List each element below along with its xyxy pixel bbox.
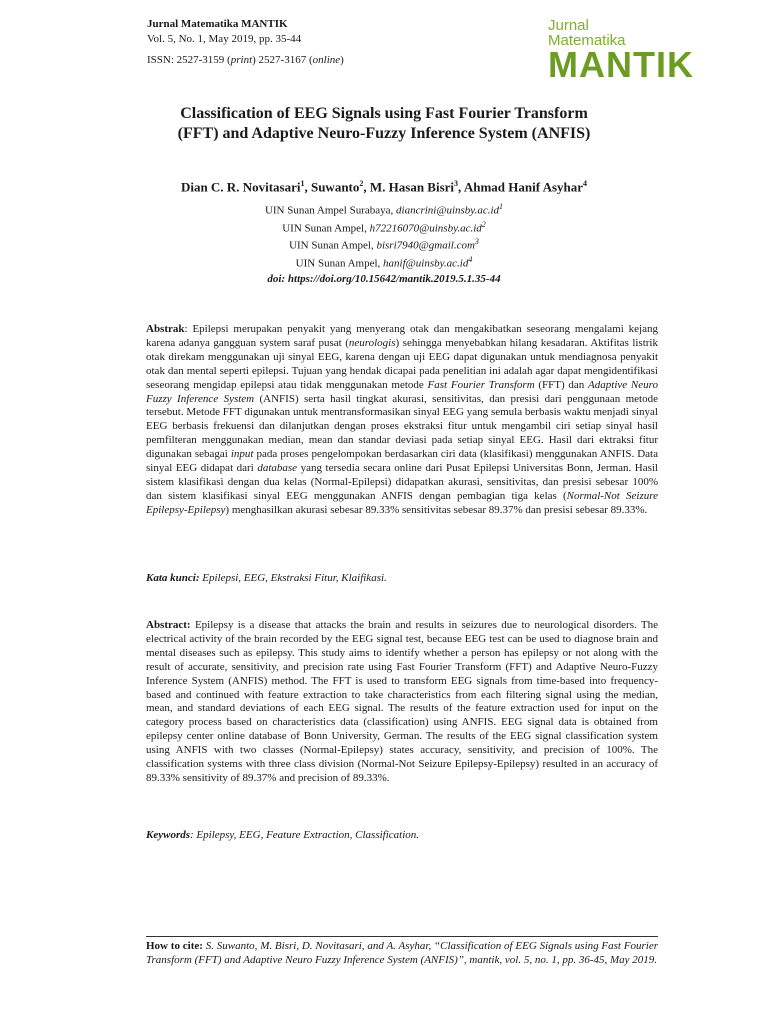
affiliation-org: UIN Sunan Ampel, <box>295 257 384 270</box>
abstrak-label: Abstrak <box>146 323 185 335</box>
abstrak-text: (ANFIS) serta hasil tingkat akurasi, sensitivitas, dan presisi dari penggunaan metode tersebut. Metode FFT digunakan untuk mentransformasikan sinyal EEG yang semula berbasis waktu menjadi sinyal EEG berbasis frekuensi dan dilanjutkan dengan proses ekstraksi fitur untuk mengambil ciri setiap sinyal hasil pemfilteran menggunakan median, mean dan standar deviasi pada setiap sinyal EEG. Hasil dari ektraksi fitur digunakan sebagai <box>146 392 658 461</box>
author-sup: 1 <box>300 179 305 188</box>
author-list: Dian C. R. Novitasari$^1$, Suwanto$^2$, M. Hasan Bisri$^3$, Ahmad Hanif Asyhar$^4$ <box>180 179 588 195</box>
author-sup: 3 <box>454 179 459 188</box>
author-name: M. Hasan Bisri <box>369 179 455 195</box>
author-email[interactable]: h72216070@uinsby.ac.id <box>369 222 482 235</box>
issn-online: online <box>312 54 341 66</box>
abstrak-italic: Fast Fourier Transform <box>427 378 535 391</box>
abstract-text: Epilepsy is a disease that attacks the brain and results in seizures due to neurological disorders. The electrical activity of the brain recorded by the EEG signal test, because EEG test can be used to diagnose brain and mental diseases such as epilepsy. This study aims to identify whether a person has epilepsy or not along with the result of accurate, sensitivity, and precision rate using Fast Fourier Transform (FFT) and Adaptive Neuro-Fuzzy Inference System (ANFIS) method. The FFT is used to transform EEG signals from time-based into frequency-based and continued with feature extraction to take characteristics from each filtering signal using the median, mean, and standard deviations of each EEG signal. The results of the feature extraction used for input on the category process based on characteristics data (classification) using ANFIS. EEG signal data is obtained from epilepsy center online database of Bonn University, German. The results of the EEG signal classification system using ANFIS with two classes (Normal-Epilepsy) states accuracy, sensitivity, and precision of 100%. The classification systems with three class division (Normal-Not Seizure Epilepsy-Epilepsy) resulted in an accuracy of 89.33% sensitivity of 89.37% and precision of 89.33%. <box>146 619 658 784</box>
affiliation-sup: 3 <box>474 237 479 247</box>
kata-kunci-label: Kata kunci: <box>146 572 200 584</box>
affiliation <box>100 253 668 271</box>
kata-kunci-text: Epilepsi, EEG, Ekstraksi Fitur, Klaifikasi. <box>199 572 387 584</box>
abstract-label: Abstract: <box>146 619 191 631</box>
issn-prefix: ISSN: 2527-3159 ( <box>147 54 231 66</box>
cite-label: How to cite: <box>146 940 203 952</box>
affiliation-sup: 2 <box>481 219 486 229</box>
keywords-text: : Epilepsy, EEG, Feature Extraction, Classification. <box>190 829 420 841</box>
title-line-1: Classification of EEG Signals using Fast Fourier Transform <box>180 105 588 122</box>
affiliation-org: UIN Sunan Ampel Surabaya, <box>264 204 397 217</box>
issn-print: print <box>230 54 253 66</box>
author-email[interactable]: diancrini@uinsby.ac.id <box>396 204 500 217</box>
abstrak-paragraph <box>146 323 658 518</box>
volume-info: Vol. 5, No. 1, May 2019, pp. 35-44 <box>147 33 302 45</box>
logo-top-text: Jurnal Matematika <box>548 17 626 49</box>
affiliation-sup: 1 <box>499 202 504 211</box>
abstrak-italic: database <box>257 462 298 475</box>
abstrak-text: ) sehingga menyebabkan hilang kesadaran. Aktifitas listrik otak direkam menggunakan uji sinyal EEG, karena dengan uji EEG dapat digunakan untuk mendiagnosa penyakit otak dan mental seperti epilepsi. Tujuan yang hendak dicapai pada penelitian ini adalah agar dapat mengidentifikasi seseorang mengidap epilepsi atau tidak menggunakan metode <box>146 336 658 391</box>
footer-divider <box>146 936 658 937</box>
issn-suffix: ) <box>340 54 344 66</box>
keywords <box>146 829 658 843</box>
title-line-2: (FFT) and Adaptive Neuro-Fuzzy Inference System (ANFIS) <box>177 125 591 142</box>
abstrak-text: pada proses pengelompokan berdasarkan ciri data (klasifikasi) menggunakan ANFIS. Data sinyal EEG didapat dari <box>146 448 658 475</box>
author-email[interactable]: bisri7940@gmail.com <box>376 239 475 252</box>
doi-link[interactable]: doi: https://doi.org/10.15642/mantik.2019.5.1.35-44 <box>267 273 501 285</box>
issn-mid: ) 2527-3167 ( <box>252 54 313 66</box>
issn-line <box>147 53 344 68</box>
author-email[interactable]: hanif@uinsby.ac.id <box>383 257 469 270</box>
abstrak-text: ) menghasilkan akurasi sebesar 89.33% sensitivitas sebesar 89.37% dan presisi sebesar 89.33%. <box>225 503 648 516</box>
affiliation <box>100 235 668 253</box>
affiliation <box>100 218 668 236</box>
how-to-cite <box>146 939 658 967</box>
author-name: Suwanto <box>310 179 360 195</box>
journal-name: Jurnal Matematika MANTIK <box>147 18 288 30</box>
journal-header <box>147 17 344 68</box>
journal-logo <box>548 17 694 85</box>
abstrak-italic: Normal-Not Seizure Epilepsy-Epilepsy <box>146 489 658 516</box>
abstrak-text: (FFT) dan <box>534 378 589 391</box>
paper-title <box>100 104 668 144</box>
affiliation-list <box>100 200 668 271</box>
logo-main-text: MANTIK <box>548 44 694 85</box>
abstrak-text: : Epilepsi merupakan penyakit yang menyerang otak dan mengakibatkan seseorang mengalami kejang karena adanya gangguan system saraf pusat ( <box>146 323 658 349</box>
affiliation-org: UIN Sunan Ampel, <box>289 239 377 252</box>
author-sup: 2 <box>359 179 364 188</box>
cite-text: S. Suwanto, M. Bisri, D. Novitasari, and A. Asyhar, “Classification of EEG Signals using Fast Fourier Transform (FFT) and Adaptive Neuro Fuzzy Inference System (ANFIS)”, mantik, vol. 5, no. 1, pp. 36-45, May 2019. <box>146 940 659 966</box>
kata-kunci <box>146 572 658 586</box>
keywords-label: Keywords <box>146 829 190 841</box>
abstrak-italic: input <box>230 448 254 461</box>
abstrak-italic: Adaptive Neuro Fuzzy Inference System <box>146 378 658 405</box>
author-sup: 4 <box>583 179 588 188</box>
abstrak-italic: neurologis <box>348 336 396 349</box>
affiliation-sup: 4 <box>468 254 473 264</box>
affiliation-org: UIN Sunan Ampel, <box>282 222 370 235</box>
abstract-paragraph <box>146 619 658 786</box>
author-name: Dian C. R. Novitasari <box>180 179 301 195</box>
affiliation <box>100 200 668 218</box>
abstrak-text: yang tersedia secara online dari Pusat Epilepsi Universitas Bonn, Jerman. Hasil sistem klasifikasi dengan dua kelas (Normal-Epilepsi) didapatkan akurasi, sensitivitas, dan presisi sebesar 100% dan sistem klasifikasi sinyal EEG menggunakan ANFIS dengan pembagian tiga kelas ( <box>146 462 658 502</box>
author-name: Ahmad Hanif Asyhar <box>463 179 584 195</box>
